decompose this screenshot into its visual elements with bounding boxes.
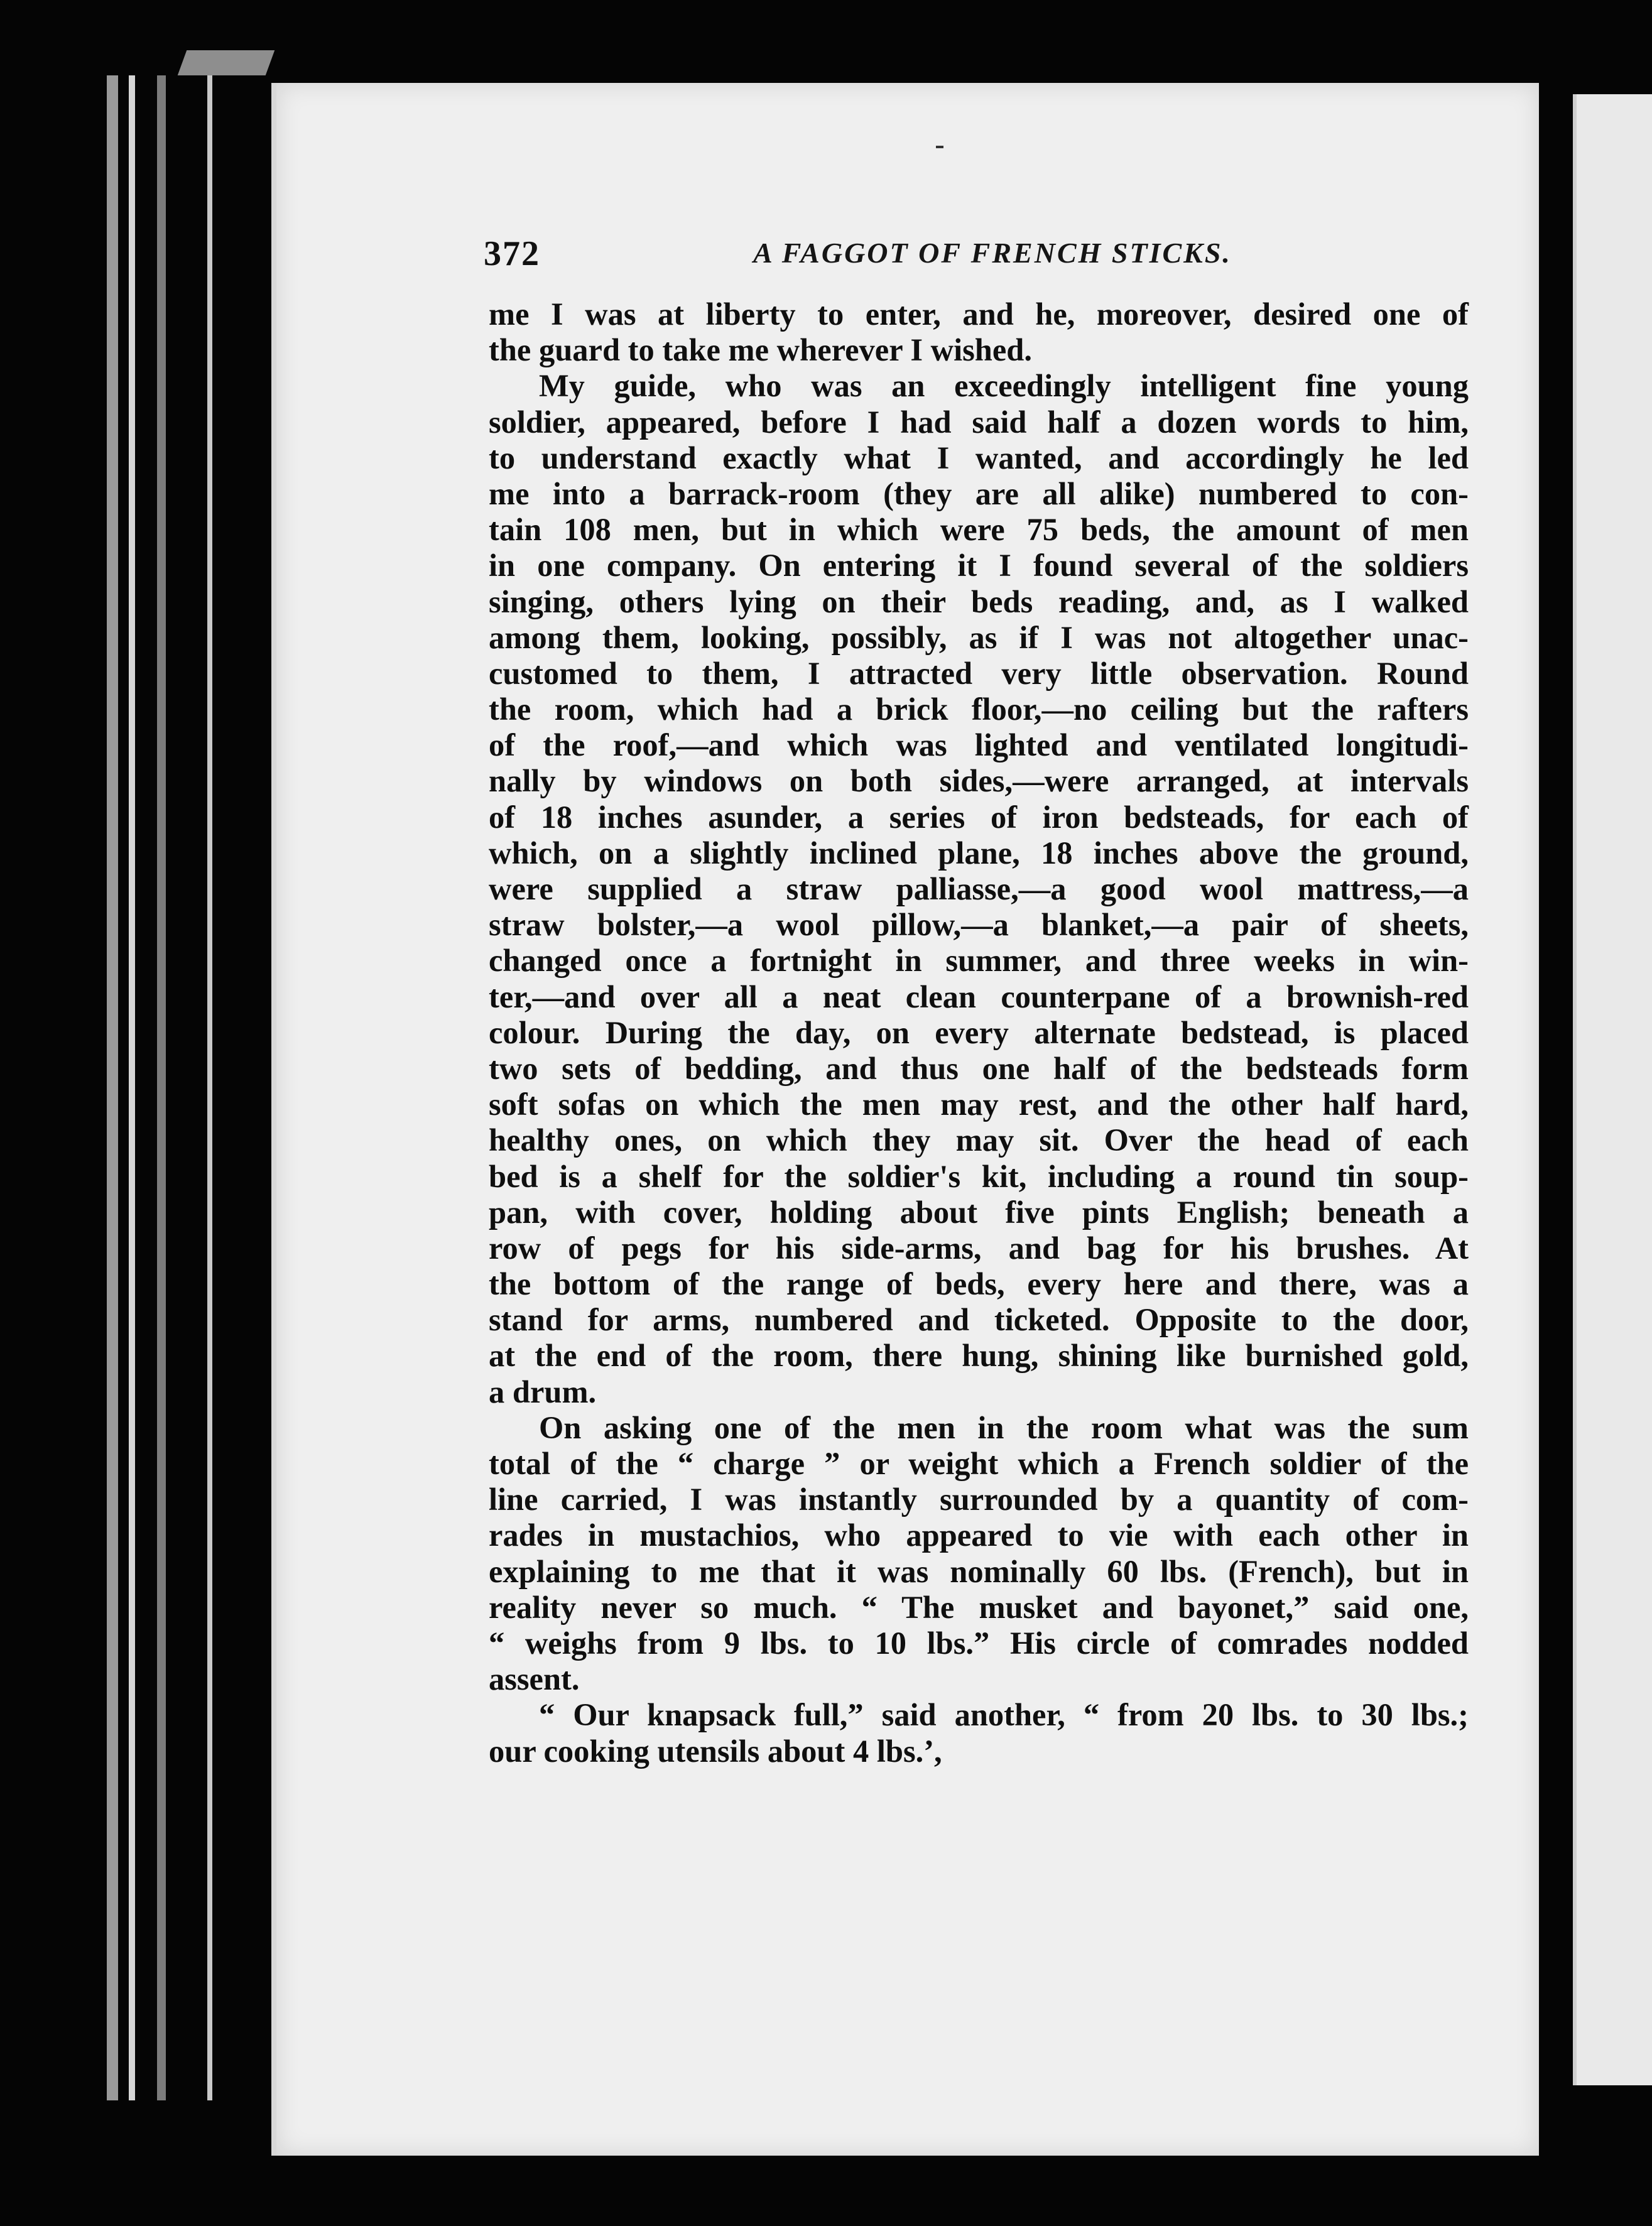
- page-text: [489, 296, 1469, 1769]
- adjacent-page-edge: [1573, 94, 1652, 2085]
- text-line: healthy ones, on which they may sit. Over the head of each: [489, 1122, 1469, 1158]
- text-line: rades in mustachios, who appeared to vie with each other in: [489, 1517, 1469, 1553]
- scan-speck: [936, 146, 943, 148]
- binding-edge: [107, 75, 118, 2100]
- text-line: to understand exactly what I wanted, and accordingly he led: [489, 440, 1469, 475]
- text-line: bed is a shelf for the soldier's kit, including a round tin soup-: [489, 1158, 1469, 1194]
- text-line: row of pegs for his side-arms, and bag for his brushes. At: [489, 1230, 1469, 1266]
- text-line: stand for arms, numbered and ticketed. Opposite to the door,: [489, 1302, 1469, 1338]
- text-line: among them, looking, possibly, as if I was not altogether unac-: [489, 619, 1469, 655]
- text-line: of the roof,—and which was lighted and ventilated longitudi-: [489, 727, 1469, 763]
- text-line: me into a barrack-room (they are all alike) numbered to con-: [489, 475, 1469, 511]
- page-number: 372: [484, 234, 540, 273]
- text-line: explaining to me that it was nominally 60 lbs. (French), but in: [489, 1553, 1469, 1589]
- text-line: me I was at liberty to enter, and he, moreover, desired one of: [489, 296, 1469, 332]
- binding-edge: [157, 75, 166, 2100]
- text-line: the room, which had a brick floor,—no ceiling but the rafters: [489, 692, 1469, 727]
- text-line: the bottom of the range of beds, every here and there, was a: [489, 1266, 1469, 1302]
- page-corner-fold: [178, 50, 275, 75]
- text-line: assent.: [489, 1661, 580, 1697]
- text-line: straw bolster,—a wool pillow,—a blanket,—a pair of sheets,: [489, 907, 1469, 943]
- binding-edge: [129, 75, 135, 2100]
- text-line: the guard to take me wherever I wished.: [489, 332, 1032, 368]
- text-line: reality never so much. “ The musket and bayonet,” said one,: [489, 1589, 1469, 1625]
- text-line: tain 108 men, but in which were 75 beds, the amount of men: [489, 512, 1469, 548]
- text-line: our cooking utensils about 4 lbs.’,: [489, 1733, 942, 1769]
- book-page: [271, 83, 1539, 2156]
- text-line: of 18 inches asunder, a series of iron bedsteads, for each of: [489, 799, 1469, 835]
- text-line: a drum.: [489, 1374, 597, 1409]
- text-line: singing, others lying on their beds reading, and, as I walked: [489, 584, 1469, 619]
- text-line: nally by windows on both sides,—were arranged, at intervals: [489, 763, 1469, 799]
- text-line: which, on a slightly inclined plane, 18 inches above the ground,: [489, 835, 1469, 871]
- text-line: “ weighs from 9 lbs. to 10 lbs.” His circle of comrades nodded: [489, 1625, 1469, 1661]
- text-line: ter,—and over all a neat clean counterpane of a brownish-red: [489, 979, 1469, 1014]
- text-line: changed once a fortnight in summer, and three weeks in win-: [489, 943, 1469, 979]
- text-line: On asking one of the men in the room what was the sum: [539, 1409, 1469, 1445]
- text-line: at the end of the room, there hung, shining like burnished gold,: [489, 1338, 1469, 1374]
- binding-edge: [207, 75, 212, 2100]
- running-head: A FAGGOT OF FRENCH STICKS.: [753, 237, 1232, 269]
- text-line: in one company. On entering it I found several of the soldiers: [489, 548, 1469, 584]
- text-line: My guide, who was an exceedingly intelligent fine young: [539, 368, 1469, 404]
- text-line: line carried, I was instantly surrounded by a quantity of com-: [489, 1482, 1469, 1517]
- text-line: soft sofas on which the men may rest, and the other half hard,: [489, 1087, 1469, 1122]
- text-line: “ Our knapsack full,” said another, “ from 20 lbs. to 30 lbs.;: [539, 1697, 1469, 1733]
- text-line: customed to them, I attracted very little observation. Round: [489, 655, 1469, 691]
- page-header: [484, 234, 1464, 290]
- text-line: pan, with cover, holding about five pints English; beneath a: [489, 1194, 1469, 1230]
- text-line: colour. During the day, on every alternate bedstead, is placed: [489, 1014, 1469, 1050]
- text-line: two sets of bedding, and thus one half of the bedsteads form: [489, 1050, 1469, 1086]
- text-line: soldier, appeared, before I had said half a dozen words to him,: [489, 404, 1469, 440]
- text-line: were supplied a straw palliasse,—a good wool mattress,—a: [489, 871, 1469, 906]
- text-line: total of the “ charge ” or weight which a French soldier of the: [489, 1446, 1469, 1481]
